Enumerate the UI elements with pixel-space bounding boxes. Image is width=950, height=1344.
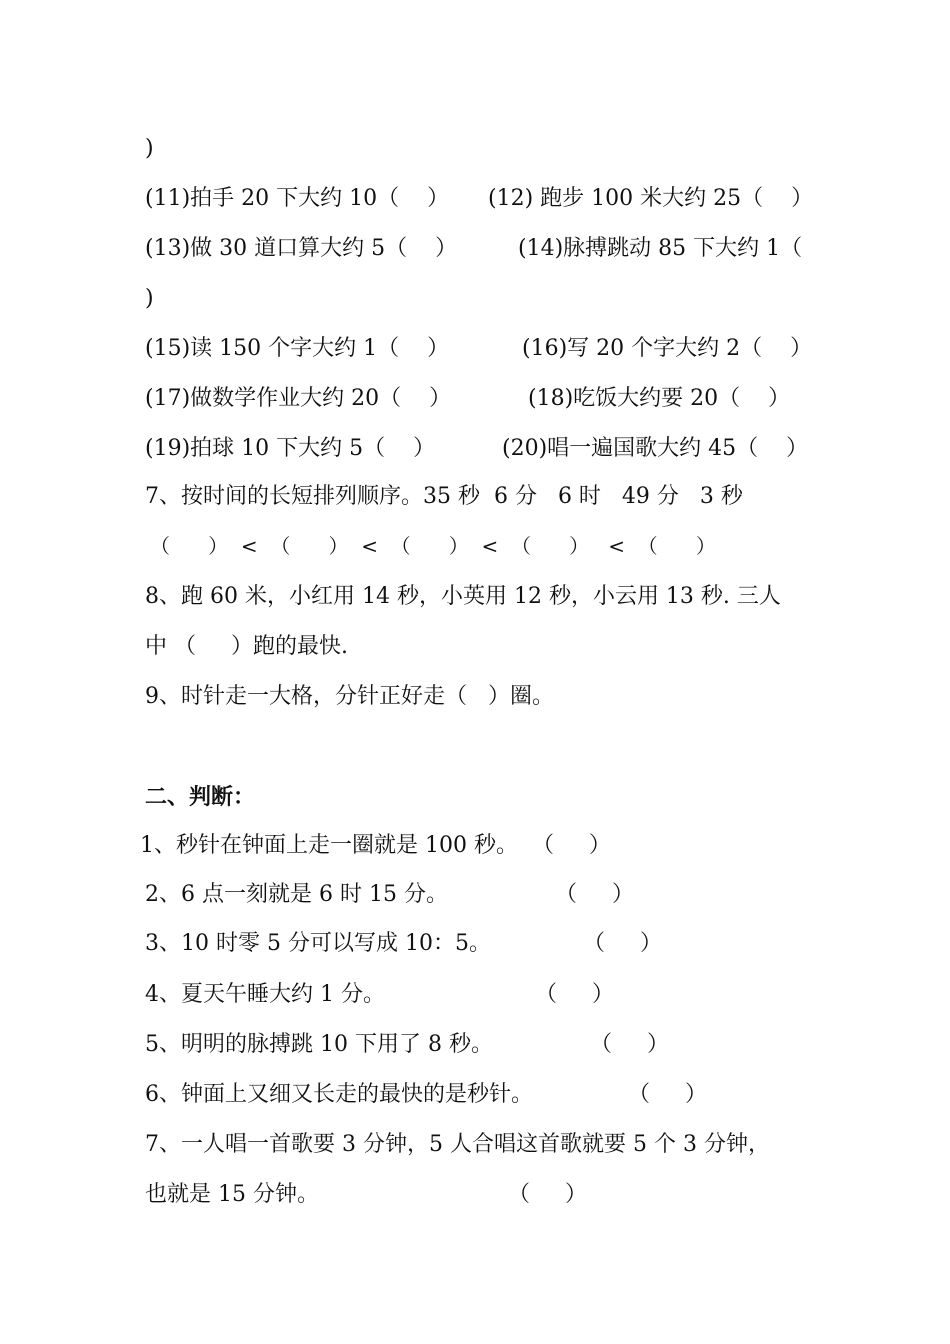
question-18: (18)吃饭大约要 20（ ） [528, 386, 791, 411]
judge-5-blank: （ ） [590, 1032, 669, 1057]
question-7-sort: 7、按时间的长短排列顺序。35 秒 6 分 6 时 49 分 3 秒 [145, 484, 743, 509]
question-20: (20)唱一遍国歌大约 45（ ） [502, 436, 809, 461]
question-19: (19)拍球 10 下大约 5（ ） [145, 436, 436, 461]
question-9: 9、时针走一大格，分针正好走（ ）圈。 [145, 684, 554, 709]
section-heading-judgement: 二、判断： [145, 784, 256, 810]
question-8: 8、跑 60 米，小红用 14 秒，小英用 12 秒，小云用 13 秒. 三人 [145, 584, 781, 609]
question-13: (13)做 30 道口算大约 5（ ） [145, 236, 458, 261]
judge-7: 7、一人唱一首歌要 3 分钟，5 人合唱这首歌就要 5 个 3 分钟， [145, 1132, 770, 1157]
question-16: (16)写 20 个字大约 2（ ） [522, 336, 813, 361]
judge-6: 6、钟面上又细又长走的最快的是秒针。 [145, 1082, 533, 1107]
judge-2-blank: （ ） [555, 882, 634, 907]
question-11: (11)拍手 20 下大约 10（ ） [145, 186, 450, 211]
question-15: (15)读 150 个字大约 1（ ） [145, 336, 450, 361]
judge-6-blank: （ ） [628, 1082, 707, 1107]
question-12: (12) 跑步 100 米大约 25（ ） [488, 186, 814, 211]
judge-7-continued: 也就是 15 分钟。 [145, 1182, 319, 1207]
judge-3-blank: （ ） [583, 931, 662, 956]
judge-4: 4、夏天午睡大约 1 分。 [145, 982, 385, 1007]
judge-3: 3、10 时零 5 分可以写成 10：5。 [145, 931, 491, 956]
text-line: ) [145, 286, 154, 311]
question-17: (17)做数学作业大约 20（ ） [145, 386, 452, 411]
question-14: (14)脉搏跳动 85 下大约 1（ [518, 236, 803, 261]
text-line: ) [145, 136, 154, 161]
sort-answer-row: （ ） < （ ） < （ ） < （ ） < （ ） [150, 534, 716, 558]
judge-5: 5、明明的脉搏跳 10 下用了 8 秒。 [145, 1032, 493, 1057]
judge-7-blank: （ ） [508, 1182, 587, 1207]
judge-4-blank: （ ） [535, 982, 614, 1007]
question-8-continued: 中 （ ）跑的最快. [145, 634, 348, 659]
judge-1: 1、秒针在钟面上走一圈就是 100 秒。 （ ） [140, 833, 611, 858]
judge-2: 2、6 点一刻就是 6 时 15 分。 [145, 882, 448, 907]
